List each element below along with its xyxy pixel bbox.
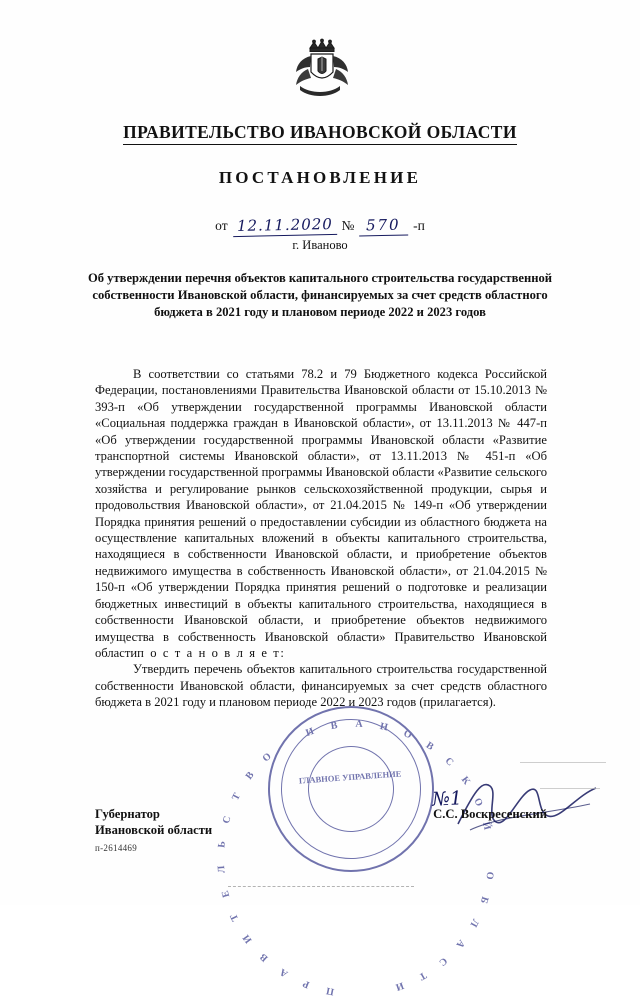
stamp-outer-char: О	[260, 751, 274, 765]
stamp-outer-char: П	[325, 984, 336, 997]
stamp-outer-char: Н	[378, 721, 389, 734]
signer-position	[95, 806, 212, 856]
stamp-outer-char: С	[442, 755, 456, 769]
stamp-inner-text: ГЛАВНОЕ УПРАВЛЕНИЕ	[298, 768, 402, 786]
number-suffix: -п	[413, 218, 425, 233]
stamp-outer-char: В	[243, 769, 257, 782]
signer-position-line-1: Губернатор	[95, 807, 160, 821]
stamp-outer-char: Й	[480, 820, 493, 832]
stamp-outer-char: И	[304, 725, 316, 739]
stamp-outer-char: Р	[301, 977, 312, 991]
stamp-outer-char: Б	[477, 895, 491, 905]
stamp-outer-char: И	[394, 979, 406, 993]
ivanovo-oblast-coat-of-arms-icon	[284, 38, 356, 100]
stamp-outer-char: В	[258, 951, 271, 964]
stamp-outer-char: С	[436, 954, 450, 968]
document-body	[95, 366, 547, 711]
number-value-handwritten: 570	[359, 215, 408, 236]
date-number-line	[0, 216, 640, 236]
scan-artifact-line-1	[520, 762, 606, 763]
stamp-outer-char: Е	[219, 889, 233, 899]
stamp-outer-char: А	[355, 718, 363, 730]
stamp-outer-char: Т	[416, 969, 429, 983]
document-subject: Об утверждении перечня объектов капитального строительства государственной собственности Ивановской области, финансируемых за счет средств областного бюджета в 2021 году и плановом периоде 2022 и 2023 годов	[87, 271, 553, 319]
stamp-outer-char: В	[423, 739, 436, 753]
copy-number-annotation: №1	[431, 787, 463, 811]
document-type-heading: ПОСТАНОВЛЕНИЕ	[218, 168, 422, 187]
signer-name: С.С. Воскресенский	[433, 807, 547, 821]
body-paragraph-1-text: В соответствии со статьями 78.2 и 79 Бюджетного кодекса Российской Федерации, постановлениями Правительства Ивановской области от 15.10.2013 № 393-п «Об утверждении государственной программы Ивановской области «Социальная поддержка граждан в Ивановской области», от 13.11.2013 № 447-п «Об утверждении государственной программы Ивановской области «Развитие транспортной системы Ивановской области», от 13.11.2013 № 451-п «Об утверждении государственной программы Ивановской области «Развитие сельского хозяйства и регулирование рынков сельскохозяйственной продукции, сырья и продовольствия Ивановской области», от 21.04.2015 № 149-п «Об утверждении Порядка принятия решений о предоставлении субсидии из областного бюджета на осуществление капитальных вложений в объекты капитального строительства, находящиеся в собственности Ивановской области, и приобретение объектов недвижимого имущества в собственность Ивановской области», от 21.04.2015 № 150-п «Об утверждении Порядка принятия решений о подготовке и реализации бюджетных инвестиций в объекты капитального строительства, находящиеся в собственности Ивановской области, и приобретение объектов недвижимого имущества в собственность Ивановской области» Правительство Ивановской области	[95, 367, 547, 660]
signature-block	[95, 806, 547, 856]
stamp-outer-char: Л	[216, 865, 228, 874]
signer-position-line-2: Ивановской области	[95, 823, 213, 837]
stamp-outer-char: О	[471, 796, 485, 809]
body-paragraph-1	[95, 366, 547, 661]
number-label: №	[341, 218, 355, 233]
stamp-outer-char: Т	[230, 791, 243, 803]
body-paragraph-2: Утвердить перечень объектов капитального строительства государственной собственности Ивановской области, финансируемых за счет средств областного бюджета в 2021 году и плановом периоде 2022 и 2023 годов (прилагается).	[95, 662, 547, 710]
stamp-outer-char: А	[453, 937, 467, 950]
stamp-outer-char: Л	[467, 916, 481, 929]
organization-title-text: ПРАВИТЕЛЬСТВО ИВАНОВСКОЙ ОБЛАСТИ	[123, 122, 517, 145]
stamp-outer-char: С	[220, 814, 234, 825]
resolves-word: п о с т а н о в л я е т:	[137, 645, 286, 660]
stamp-outer-char: К	[458, 774, 473, 787]
footer-divider	[228, 886, 414, 887]
stamp-outer-char: О	[483, 870, 496, 881]
stamp-outer-char: А	[278, 965, 291, 980]
date-value-handwritten: 12.11.2020	[232, 215, 336, 237]
stamp-outer-char: Ь	[216, 840, 228, 849]
document-code: п-2614469	[95, 843, 138, 853]
stamp-outer-char: Т	[228, 911, 242, 923]
organization-title	[0, 122, 640, 143]
stamp-outer-char: И	[240, 932, 255, 946]
emblem-container	[0, 38, 640, 100]
date-label: от	[215, 218, 228, 233]
stamp-outer-char: О	[401, 728, 414, 742]
city-line: г. Иваново	[292, 238, 348, 252]
scan-artifact-line-2	[540, 788, 600, 789]
stamp-outer-char: В	[329, 720, 339, 733]
